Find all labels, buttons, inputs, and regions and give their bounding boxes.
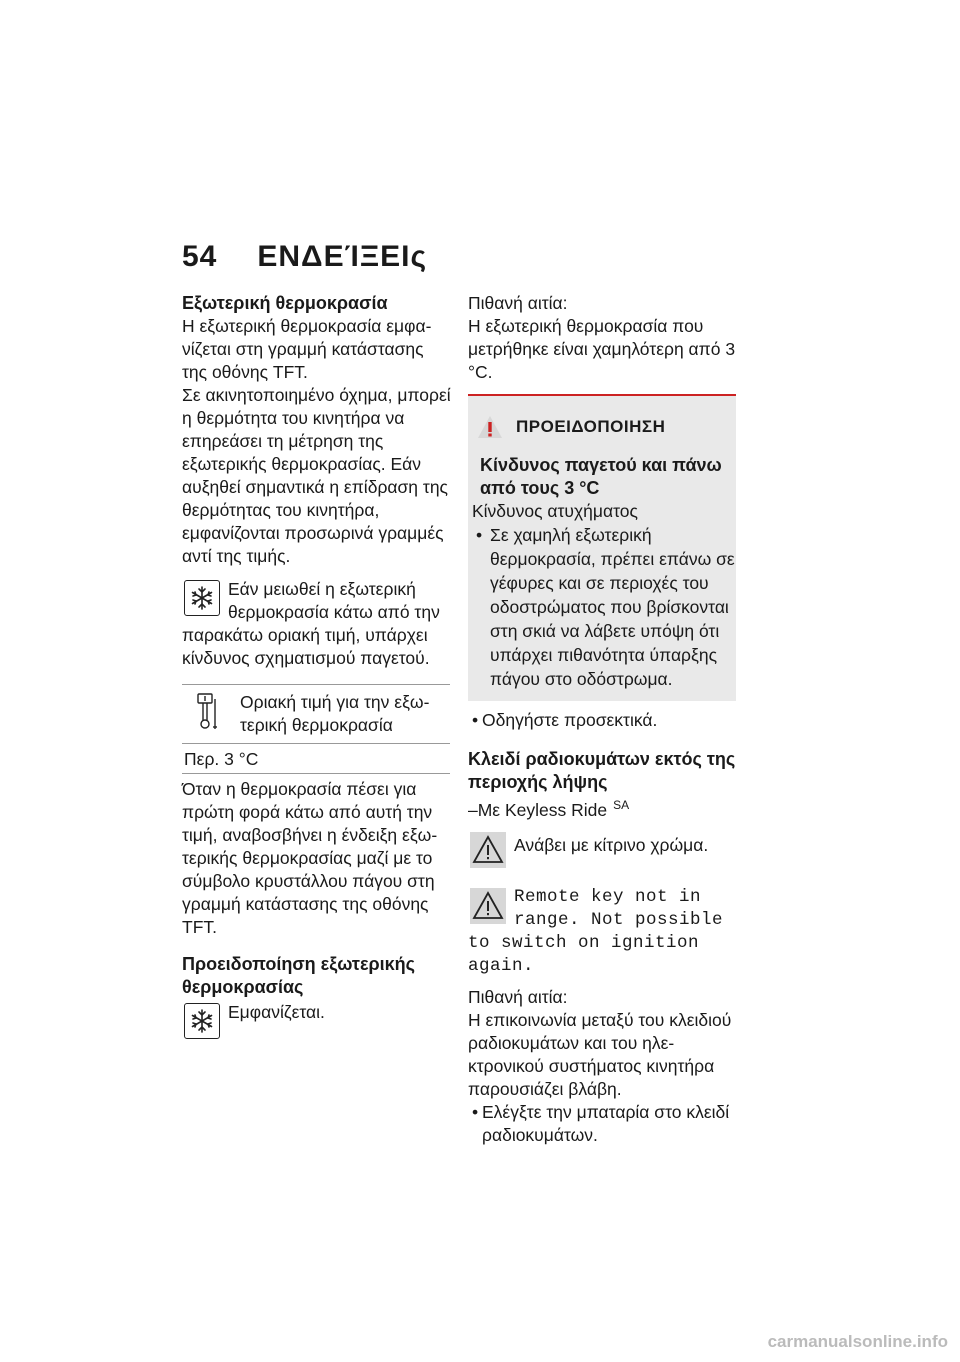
exclamation-icon: [476, 414, 504, 440]
bullet-check-battery: • Ελέγξτε την μπαταρία στο κλειδί ραδιοκυμάτων.: [468, 1101, 738, 1147]
limit-table-header: [182, 685, 450, 744]
left-column: [182, 292, 452, 1051]
paragraph-yellow: Ανάβει με κίτρινο χρώμα.: [514, 834, 709, 855]
warning-triangle-icon: [470, 888, 506, 924]
warning-bullets: [468, 523, 736, 691]
frost-note: [182, 578, 452, 670]
remote-key-message: Remote key not in range. Not possible to switch on ignition again.: [468, 886, 724, 976]
heading-temperature-warning: Προειδοποίηση εξωτερικής θερμοκρασίας: [182, 954, 416, 997]
watermark: carmanualsonline.info: [767, 1332, 948, 1351]
right-column: [468, 292, 738, 1147]
heading-key-out-of-range: Κλειδί ραδιοκυμάτων εκτός της περιοχής λήψης: [468, 749, 736, 792]
paragraph-ice-crystal: Όταν η θερμοκρασία πέσει για πρώτη φορά κάτω από αυτή την τιμή, αναβοσβήνει η ένδειξη εξωτερικής θερμοκρασίας μαζί με το σύμβολο κρυστάλλου πάγου στη γραμμή κατάστασης της οθόνης TFT.: [182, 779, 438, 937]
drive-carefully-list: [468, 709, 738, 732]
limit-table-value: Περ. 3 °C: [182, 744, 450, 774]
warning-subtitle: Κίνδυνος παγετού και πάνω από τους 3 °C: [480, 455, 722, 498]
battery-list: [468, 1101, 738, 1147]
limit-table: [182, 684, 450, 774]
paragraph-displayed: Εμφανίζεται.: [228, 1002, 325, 1022]
thermometer-icon: [182, 691, 234, 737]
possible-cause-label-2: Πιθανή αιτία:: [468, 986, 568, 1007]
warning-title-row: [468, 414, 736, 440]
paragraph-engine-heat: Σε ακινητοποιημένο όχημα, μπορεί η θερμότητα του κινητήρα να επηρεάσει τη μέτρηση της εξωτερικής θερμοκρασίας. Εάν αυξηθεί σημαντικά η επίδραση της θερμότητας του κινητήρα, εμφανίζονται προσωρινά γραμμές αντί της τιμής.: [182, 385, 451, 566]
paragraph-communication: Η επικοινωνία μεταξύ του κλειδιού ραδιοκυμάτων και του ηλεκτρονικού συστήματος κινητήρα παρουσιάζει βλάβη.: [468, 1009, 732, 1099]
keyless-label: –Με Keyless Ride: [468, 799, 608, 820]
warning-box: [468, 394, 736, 701]
page-header: [182, 240, 427, 274]
sa-badge: SA: [613, 798, 630, 812]
warning-bullet: • Σε χαμηλή εξωτερική θερμοκρασία, πρέπει επάνω σε γέφυρες και σε περιοχές του οδοστρώματος που βρίσκονται στη σκιά να λάβετε υπόψη ότι υπάρχει πιθανότητα ύπαρξης πάγου στο οδόστρωμα.: [468, 523, 736, 691]
yellow-light-note: [468, 830, 738, 872]
snowflake-icon: [184, 580, 220, 616]
paragraph-frost-risk: Εάν μειωθεί η εξωτερική θερμοκρασία κάτω από την παρακάτω οριακή τιμή, υπάρχει κίνδυνος σχηματισμού παγετού.: [182, 579, 440, 668]
heading-outside-temperature: Εξωτερική θερμοκρασία: [182, 293, 388, 313]
possible-cause-label: Πιθανή αιτία:: [468, 293, 568, 313]
paragraph-below-3c: Η εξωτερική θερμοκρασία που μετρήθηκε είναι χαμηλότερη από 3 °C.: [468, 316, 736, 382]
section-title: ΕΝΔΕΊΞΕΙς: [257, 240, 428, 273]
paragraph-tft: Η εξωτερική θερμοκρασία εμφανίζεται στη γραμμή κατάστασης της οθόνης TFT.: [182, 316, 432, 382]
snowflake-icon: [184, 1003, 220, 1039]
warning-triangle-icon: [470, 832, 506, 868]
warning-title: ΠΡΟΕΙΔΟΠΟΙΗΣΗ: [516, 417, 666, 436]
mono-message: [468, 886, 738, 978]
page-number: 54: [182, 240, 218, 273]
warning-body: Κίνδυνος ατυχήματος: [472, 501, 638, 521]
displayed-note: [182, 1001, 452, 1043]
limit-table-label: Οριακή τιμή για την εξωτερική θερμοκρασία: [240, 692, 430, 735]
keyless-line: [468, 794, 738, 822]
bullet-drive-carefully: • Οδηγήστε προσεκτικά.: [468, 709, 738, 732]
